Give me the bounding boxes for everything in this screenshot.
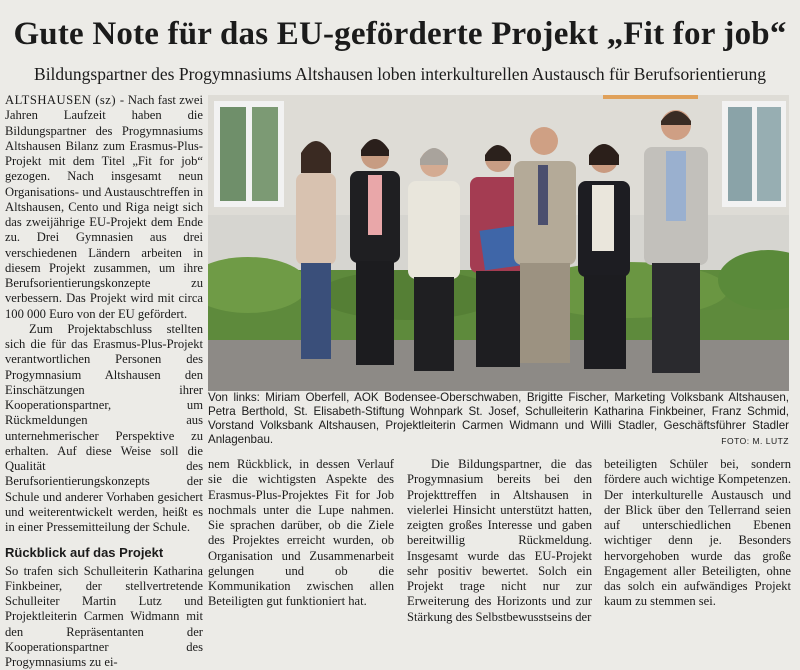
- person-1: [296, 141, 336, 359]
- dateline: ALTSHAUSEN (sz) -: [5, 93, 125, 107]
- column-b-text: nem Rückblick, in dessen Verlauf sie die wichtigsten Aspekte des Erasmus-Plus-Projektes Fit for Job nochmals unter die Lupe nahmen. Sie sprachen darüber, ob die Ziele des Projektes erreicht wurden, ob Organisation und Zusammenarbeit gelungen und ob die Kommunikation zwischen allen Beteiligten gut funktioniert hat.: [208, 457, 394, 610]
- column-c-text: Die Bildungspartner, die das Progymnasium bereits bei den Projekttreffen in Altshausen in vielerlei Hinsicht unterstützt hatten, zeigten großes Interesse und gaben bereitwillig Rückmeldung. Insgesamt wurde das EU-Projekt sehr positiv bewertet. Solch ein Projekt trage nicht nur zur Erweiterung des Horizonts und zur Stärkung des Selbstbewusstseins der: [407, 457, 592, 625]
- window-left: [214, 101, 284, 207]
- section-subhead: Rückblick auf das Projekt: [5, 545, 203, 560]
- paragraph-3: So trafen sich Schulleiterin Katharina Finkbeiner, der stellvertretende Schulleiter Martin Lutz und Projektleiterin Carmen Widmann mit den Repräsentanten der Kooperationspartner des Progymnasiums zu ei-: [5, 564, 203, 670]
- paragraph-2: Zum Projektabschluss stellten sich die für das Erasmus-Plus-Projekt verantwortlichen Personen des Progymnasium Altshausen den Einschätzungen ihrer Kooperationspartner, um Rückmeldungen aus unternehmerischer Perspektive zu erhalten. Auf diese Weise soll die Qualität des Berufsorientierungskonzepts der Schule und anderer Vorhaben gesichert und weiterentwickelt werden, heißt es in einer Pressemitteilung der Schule.: [5, 322, 203, 536]
- group-photo-illustration: [208, 95, 789, 391]
- person-5: [514, 127, 576, 363]
- article-column-d: [604, 457, 791, 610]
- person-2: [350, 139, 400, 365]
- photo-credit: FOTO: M. LUTZ: [721, 436, 789, 446]
- lead-paragraph-text: Nach fast zwei Jahren Laufzeit haben die Bildungspartner des Progymnasiums Altshausen Bilanz zum Erasmus-Plus-Projekt mit dem Titel „Fit for job“ gezogen. Nach insgesamt neun Organisations- und Austauschtreffen in Altshausen, Cento und Riga neigt sich das zweijährige EU-Projekt dem Ende zu. Drei Gymnasien aus drei verschiedenen Ländern arbeiten in diesem Projekt zusammen, um ihre Berufsorientierungskonzepte zu verbessern. Das Projekt wird mit circa 100 000 Euro von der EU gefördert.: [5, 93, 203, 321]
- article-headline: Gute Note für das EU-geförderte Projekt „Fit for job“: [0, 16, 800, 53]
- article-column-b: [208, 457, 394, 610]
- article-column-left: [5, 93, 203, 670]
- photo-caption: Von links: Miriam Oberfell, AOK Bodensee-Oberschwaben, Brigitte Fischer, Marketing Volksbank Altshausen, Petra Berthold, St. Elisabeth-Stiftung Wohnpark St. Josef, Schulleiterin Katharina Finkbeiner, Franz Schmid, Vorstand Volksbank Altshausen, Projektleiterin Carmen Widmann und Willi Stadler, Geschäftsführer Stadler Anlagenbau.: [208, 391, 789, 447]
- group-photo: [208, 95, 789, 391]
- column-d-text: beteiligten Schüler bei, sondern fördere auch wichtige Kompetenzen. Der interkulturelle Austausch und der Blick über den Tellerrand seien auf unterschiedlichen Ebenen wichtiger denn je. Besonders hervorgehoben wurde das große Engagement aller Beteiligten, ohne das solch ein aufwändiges Projekt kaum zu stemmen sei.: [604, 457, 791, 610]
- article-subheadline: Bildungspartner des Progymnasiums Altshausen loben interkulturellen Austausch für Berufsorientierung: [0, 64, 800, 85]
- person-3: [408, 148, 460, 371]
- person-7: [644, 110, 708, 373]
- window-right: [722, 101, 786, 207]
- article-column-c: [407, 457, 592, 625]
- lead-paragraph: [5, 93, 203, 322]
